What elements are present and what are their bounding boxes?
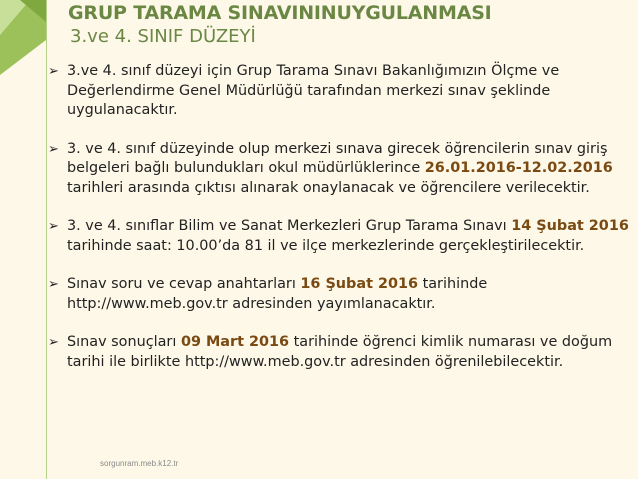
bullet-text: Sınav soru ve cevap anahtarları [67,276,301,292]
bullet-list [45,62,630,391]
date-highlight: 09 Mart 2016 [180,334,290,350]
arrow-bullet-icon: ➢ [48,277,59,292]
bullet-item [45,62,630,121]
bullet-text: 3. ve 4. sınıf düzeyinde olup merkezi sınava girecek öğrencilerin sınav giriş belgeleri bağlı bulundukları okul müdürlüklerince [67,140,608,176]
arrow-bullet-icon: ➢ [48,219,59,234]
arrow-bullet-icon: ➢ [48,335,59,350]
bullet-text: 3.ve 4. sınıf düzeyi için Grup Tarama Sınavı Bakanlığımızın Ölçme ve Değerlendirme Genel Müdürlüğü tarafından merkezi sınav şeklinde uygulanacaktır. [67,63,560,118]
bullet-text: tarihleri arasında çıktısı alınarak onaylanacak ve öğrencilere verilecektir. [67,179,590,196]
bullet-item [45,275,630,314]
arrow-bullet-icon: ➢ [48,64,59,79]
footer-source: sorgunram.meb.k12.tr [100,459,179,468]
bullet-text: 3. ve 4. sınıflar Bilim ve Sanat Merkezleri Grup Tarama Sınavı [67,218,512,234]
bullet-text: Sınav sonuçları [67,334,181,350]
bullet-item [45,217,630,256]
date-highlight: 16 Şubat 2016 [300,276,419,292]
slide-subtitle: 3.ve 4. SINIF DÜZEYİ [70,26,256,47]
bullet-text: tarihinde http://www.meb.gov.tr adresinden yayımlanacaktır. [67,276,488,312]
bullet-item [45,140,630,199]
date-highlight: 14 Şubat 2016 [511,218,629,234]
bullet-text: tarihinde öğrenci kimlik numarası ve doğum tarihi ile birlikte http://www.meb.gov.tr adresinden öğrenilebilecektir. [67,334,613,370]
slide-title: GRUP TARAMA SINAVININUYGULANMASI [68,2,492,24]
arrow-bullet-icon: ➢ [48,141,59,157]
bullet-text: tarihinde saat: 10.00’da 81 il ve ilçe merkezlerinde gerçekleştirilecektir. [67,237,585,254]
date-highlight: 26.01.2016-12.02.2016 [424,160,613,176]
bullet-item [45,333,630,372]
